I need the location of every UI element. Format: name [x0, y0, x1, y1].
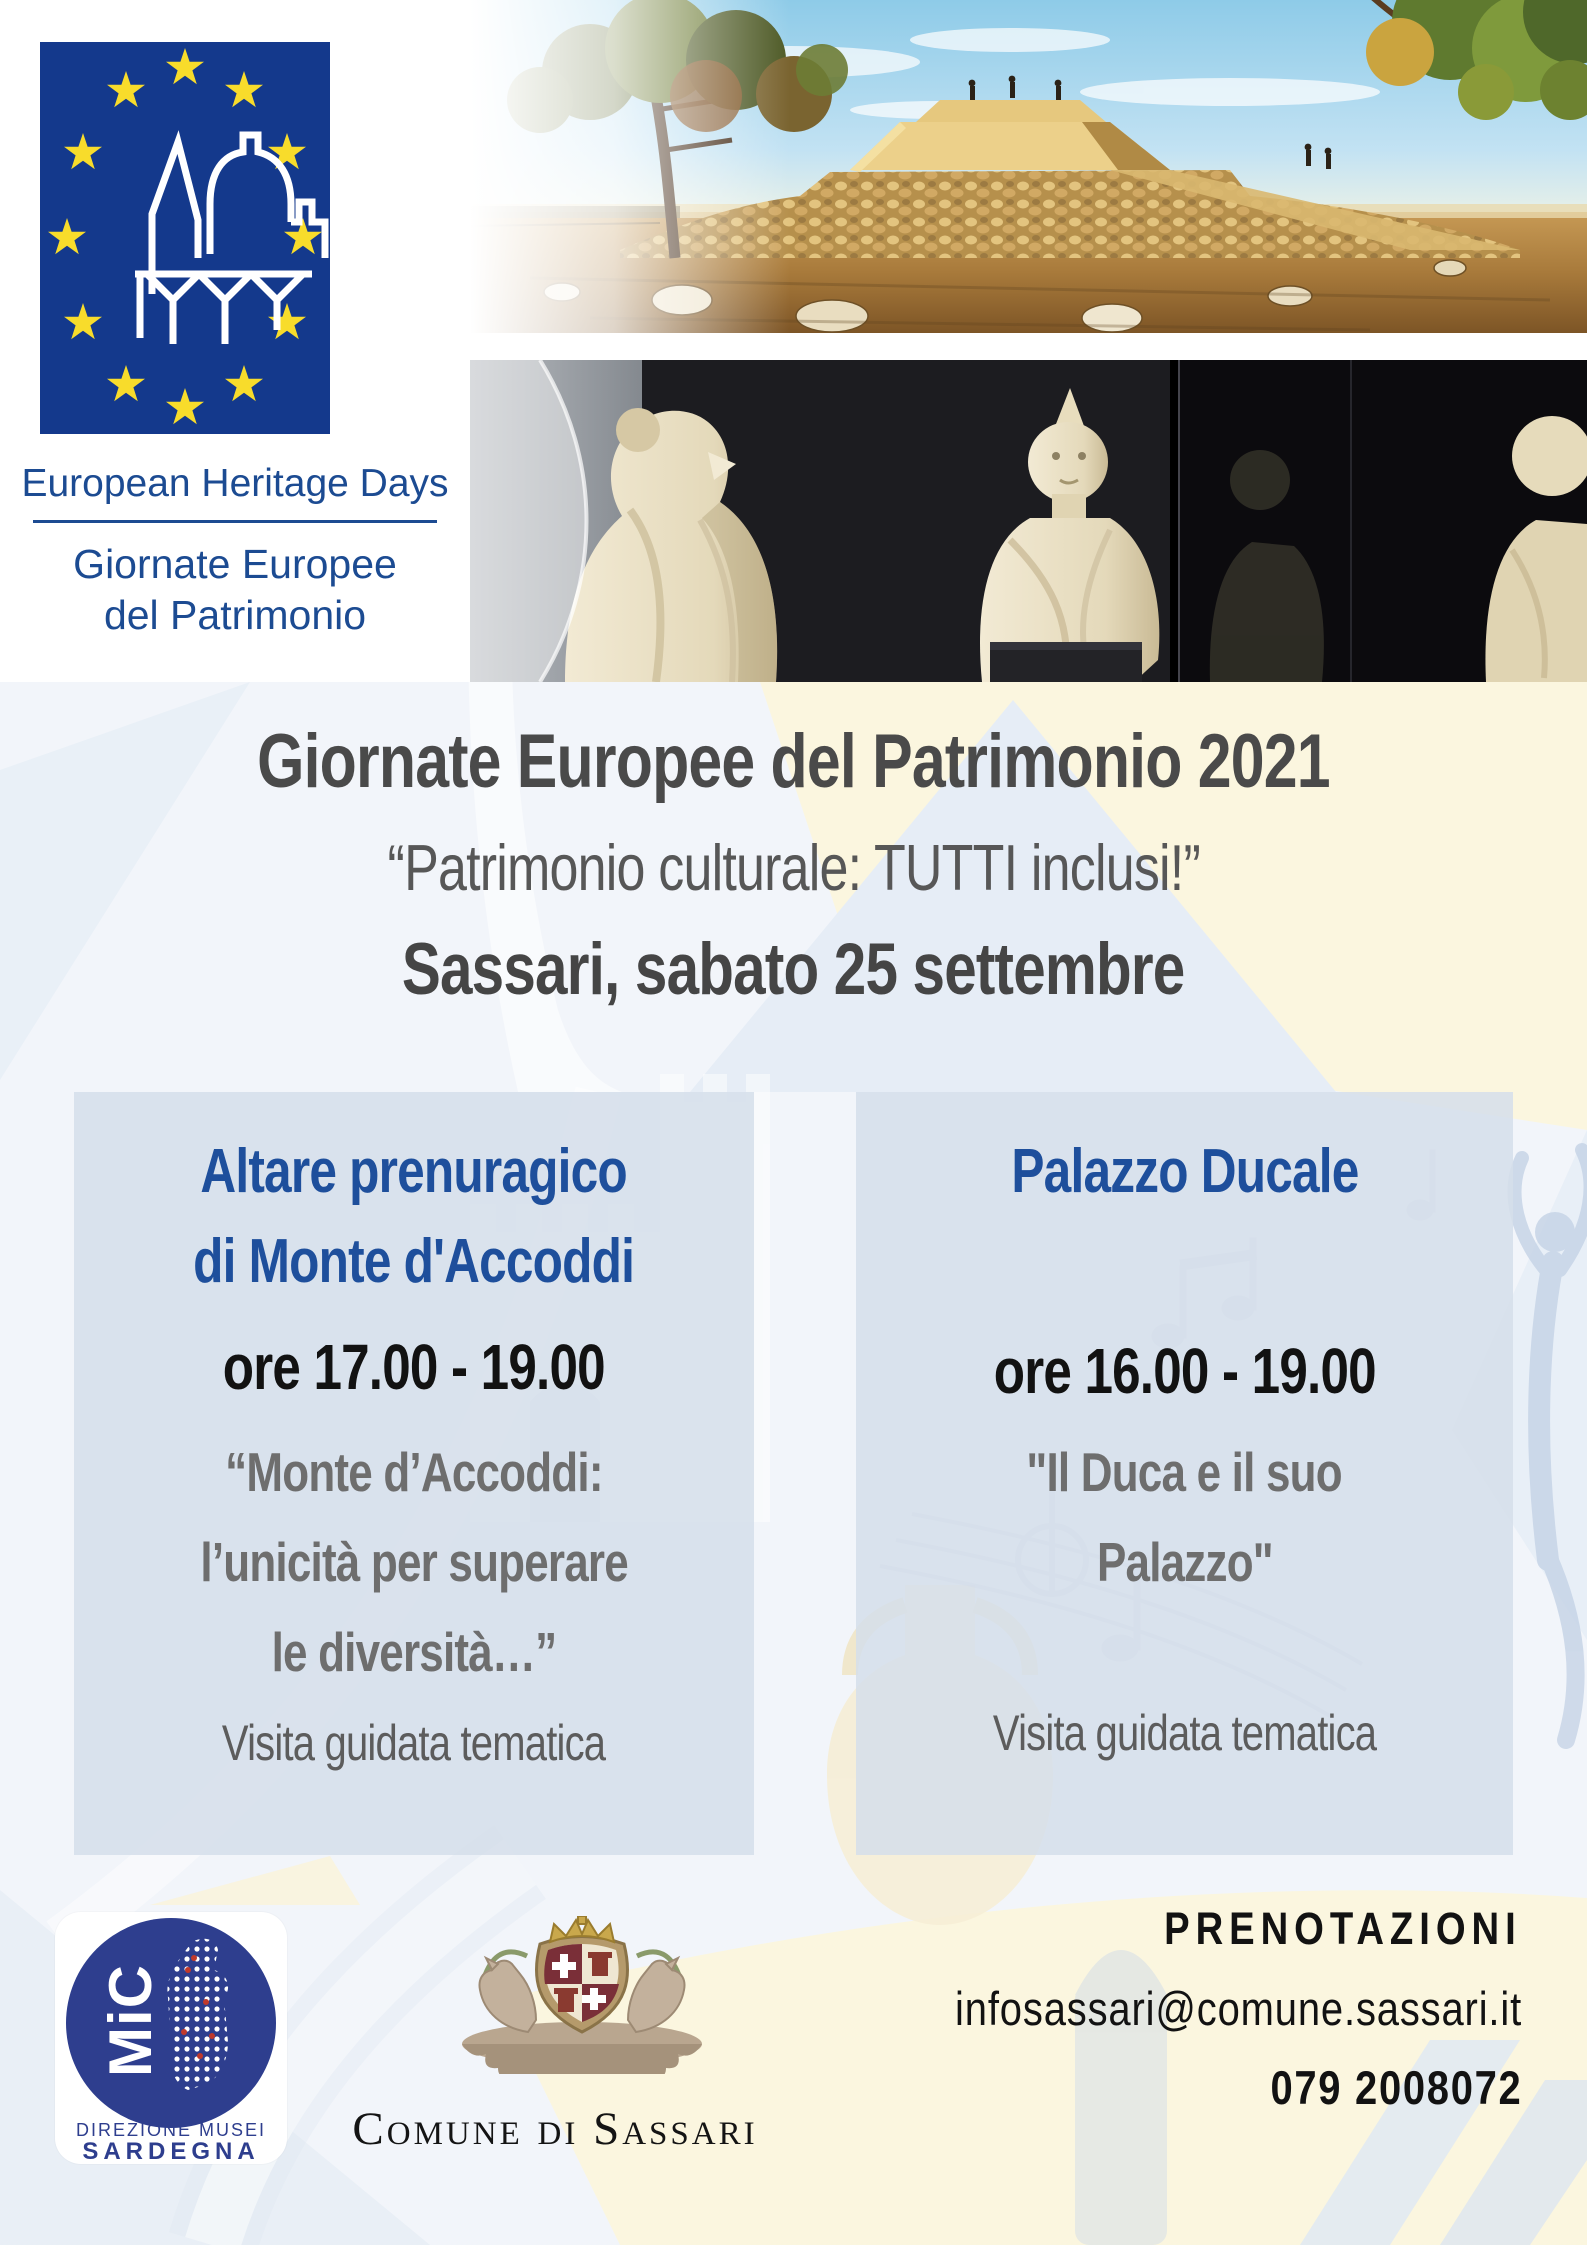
- card-right-note: Visita guidata tematica: [992, 1705, 1377, 1761]
- mic-acronym: MiC: [96, 1964, 164, 2077]
- mic-direzione: DIREZIONE MUSEI: [75, 2120, 266, 2140]
- card-palazzo-ducale: [856, 1092, 1513, 1855]
- card-right-quote-2: Palazzo": [1096, 1531, 1273, 1593]
- booking-phone: 079 2008072: [1270, 2061, 1522, 2114]
- card-right-title: Palazzo Ducale: [1010, 1137, 1359, 1206]
- card-left-title-1: Altare prenuragico: [200, 1137, 628, 1206]
- ehd-logo-text: [15, 462, 455, 642]
- card-left-note: Visita guidata tematica: [222, 1715, 606, 1771]
- mic-sardegna: SARDEGNA: [82, 2138, 260, 2165]
- sardinia-map-icon: [154, 1936, 258, 2112]
- main-title: Giornate Europee del Patrimonio 2021: [257, 719, 1330, 804]
- card-right-time: ore 16.00 - 19.00: [993, 1335, 1376, 1407]
- booking-heading: PRENOTAZIONI: [1164, 1903, 1522, 1954]
- booking-email: infosassari@comune.sassari.it: [954, 1982, 1522, 2035]
- ehd-heading: European Heritage Days: [21, 462, 449, 505]
- booking-info: [742, 1903, 1522, 2115]
- card-monte-daccoddi: [74, 1092, 754, 1855]
- mic-circle: [66, 1918, 276, 2128]
- card-left-quote-3: le diversità…”: [271, 1621, 557, 1683]
- ehd-subline2: del Patrimonio: [103, 592, 367, 639]
- ehd-logo: [40, 42, 330, 434]
- card-left-title-2: di Monte d'Accoddi: [193, 1227, 635, 1296]
- ehd-subline1: Giornate Europee: [73, 541, 397, 587]
- ehd-divider: [33, 520, 437, 523]
- card-left-quote-2: l’unicità per superare: [200, 1531, 628, 1593]
- mic-logo: [55, 1912, 287, 2164]
- photo-monte-daccoddi: [470, 0, 1587, 333]
- comune-di-sassari-label: Comune di Sassari: [352, 2103, 758, 2155]
- card-left-time: ore 17.00 - 19.00: [222, 1331, 606, 1403]
- card-right-quote-1: "Il Duca e il suo: [1026, 1441, 1343, 1503]
- subtitle-theme: “Patrimonio culturale: TUTTI inclusi!”: [387, 831, 1200, 904]
- sassari-coat-of-arms: [432, 1916, 732, 2074]
- card-left-quote-1: “Monte d’Accoddi:: [225, 1441, 603, 1503]
- photo-palazzo-ducale-busts: [470, 360, 1587, 682]
- subtitle-date: Sassari, sabato 25 settembre: [402, 929, 1185, 1010]
